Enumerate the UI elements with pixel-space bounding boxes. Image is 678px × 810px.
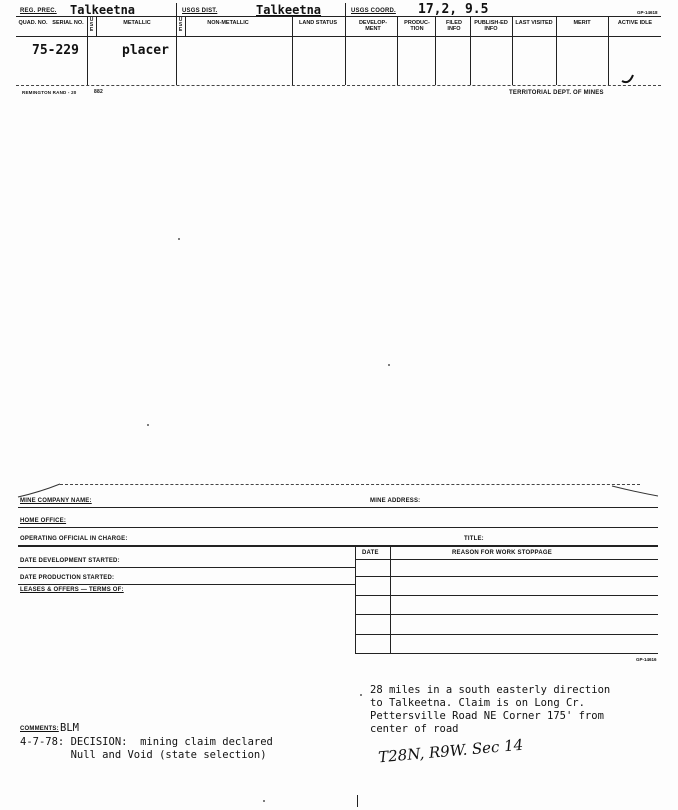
serial-number-value: 75-229 xyxy=(32,43,79,58)
title-label: TITLE: xyxy=(464,536,484,542)
col-land-status: LAND STATUS xyxy=(299,20,337,26)
col-metallic: METALLIC xyxy=(123,20,151,26)
comments-label: COMMENTS: xyxy=(20,726,59,732)
decision-note: 4-7-78: DECISION: mining claim declared Null and Void (state selection) xyxy=(20,736,273,761)
back-form-top-rule xyxy=(60,484,640,485)
date-production-started-label: DATE PRODUCTION STARTED: xyxy=(20,575,115,581)
usgs-dist-value: Talkeetna xyxy=(256,3,322,17)
date-development-started-label: DATE DEVELOPMENT STARTED: xyxy=(20,558,120,564)
col-filed-info: FILED INFO xyxy=(446,20,462,32)
col-non-metallic: NON-METALLIC xyxy=(207,20,249,26)
usgs-dist-label: USGS DIST. xyxy=(182,8,218,14)
card-footer-code: 882 xyxy=(94,89,103,95)
col-merit: MERIT xyxy=(573,20,591,26)
col-last-visited: LAST VISITED xyxy=(515,20,553,26)
mine-address-label: MINE ADDRESS: xyxy=(370,498,421,504)
reason-column-header: REASON FOR WORK STOPPAGE xyxy=(452,550,552,556)
col-serial-no: SERIAL NO. xyxy=(52,20,84,26)
reg-prec-label: REG. PREC. xyxy=(20,8,57,14)
col-development: DEVELOP-MENT xyxy=(358,20,388,32)
col-active-idle: ACTIVE IDLE xyxy=(617,20,653,26)
reg-prec-value: Talkeetna xyxy=(70,3,136,17)
date-column-header: DATE xyxy=(362,550,379,556)
active-idle-check-mark xyxy=(620,70,646,86)
col-quad-no: QUAD. NO. xyxy=(18,20,48,26)
col-use-nonmetallic: USE xyxy=(178,17,183,33)
card-footer-right: TERRITORIAL DEPT. OF MINES xyxy=(509,90,604,96)
usgs-coord-value: 17,2, 9.5 xyxy=(418,2,489,17)
operating-official-label: OPERATING OFFICIAL IN CHARGE: xyxy=(20,536,128,542)
col-use-metallic: USE xyxy=(89,17,94,33)
header-rule xyxy=(16,16,661,17)
card-footer-left: REMINGTON RAND - 20 xyxy=(22,90,77,95)
back-form-number: GP-14616 xyxy=(636,657,657,662)
mine-company-name-label: MINE COMPANY NAME: xyxy=(20,498,92,504)
location-description: 28 miles in a south easterly direction to Talkeetna. Claim is on Long Cr. Pettersville Road NE Corner 175' from center of road xyxy=(370,684,611,735)
card-bottom-rule xyxy=(16,85,661,86)
metallic-value: placer xyxy=(122,43,169,58)
column-header-rule xyxy=(16,36,661,37)
col-production: PRODUC-TION xyxy=(404,20,430,32)
comments-value: BLM xyxy=(60,722,79,734)
home-office-label: HOME OFFICE: xyxy=(20,518,67,524)
handwritten-location-note: T28N, R9W. Sec 14 xyxy=(377,735,524,767)
usgs-coord-label: USGS COORD. xyxy=(351,8,396,14)
col-published-info: PUBLISH-ED INFO xyxy=(474,20,508,32)
leases-offers-label: LEASES & OFFERS — TERMS OF: xyxy=(20,587,124,593)
top-form-number: GP-14618 xyxy=(637,10,658,15)
